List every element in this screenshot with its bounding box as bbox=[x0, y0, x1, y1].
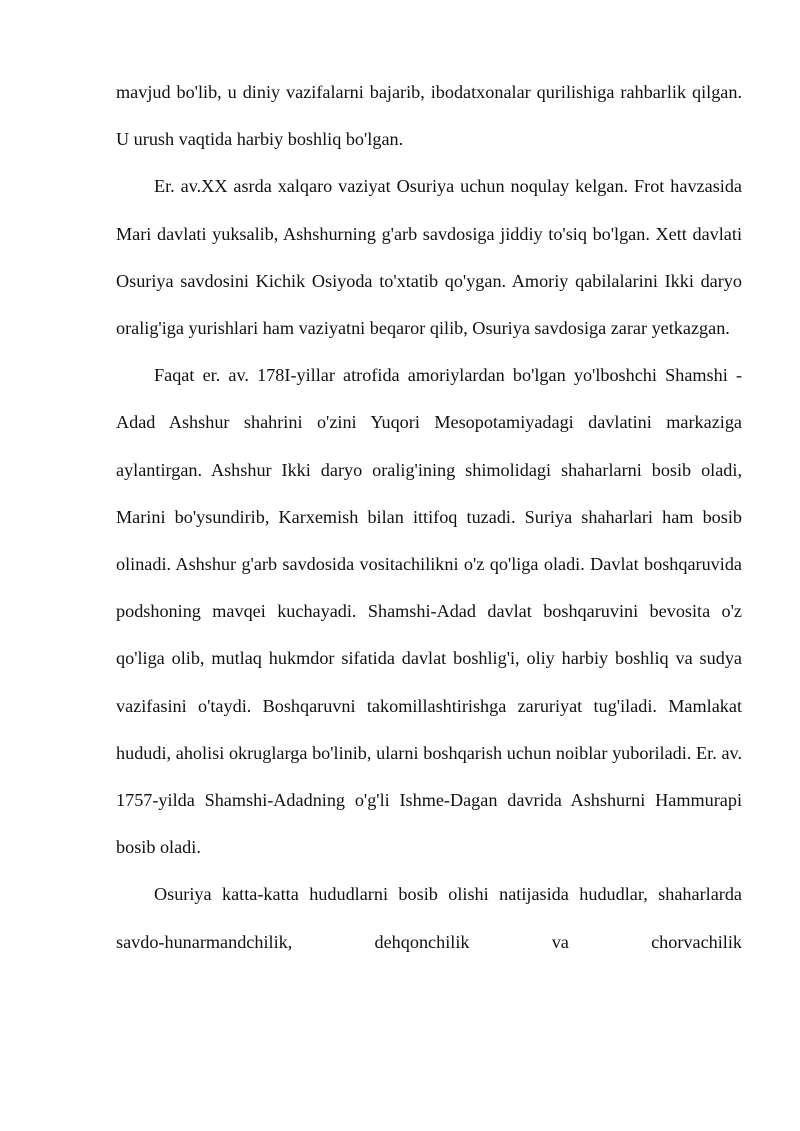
paragraph-1: mavjud bo'lib, u diniy vazifalarni bajarib, ibodatxonalar qurilishiga rahbarlik qilgan. U urush vaqtida harbiy boshliq bo'lgan. bbox=[116, 82, 742, 150]
paragraph-4: Osuriya katta-katta hududlarni bosib olishi natijasida hududlar, shaharlarda savdo-hunarmandchilik, dehqonchilik va chorvachilik bbox=[116, 884, 742, 952]
paragraph-2: Er. av.XX asrda xalqaro vaziyat Osuriya uchun noqulay kelgan. Frot havzasida Mari davlati yuksalib, Ashshurning g'arb savdosiga jiddiy to'siq bo'lgan. Xett davlati Osuriya savdosini Kichik Osiyoda to'xtatib qo'ygan. Amoriy qabilalarini Ikki daryo oralig'iga yurishlari ham vaziyatni beqaror qilib, Osuriya savdosiga zarar yetkazgan. bbox=[116, 176, 742, 339]
paragraph-3: Faqat er. av. 178I-yillar atrofida amoriylardan bo'lgan yo'lboshchi Shamshi -Adad Ashshur shahrini o'zini Yuqori Mesopotamiyadagi davlatini markaziga aylantirgan. Ashshur Ikki daryo oralig'ining shimolidagi shaharlarni bosib oladi, Marini bo'ysundirib, Karxemish bilan ittifoq tuzadi. Suriya shaharlari ham bosib olinadi. Ashshur g'arb savdosida vositachilikni o'z qo'liga oladi. Davlat boshqaruvida podshoning mavqei kuchayadi. Shamshi-Adad davlat boshqaruvini bevosita o'z qo'liga olib, mutlaq hukmdor sifatida davlat boshlig'i, oliy harbiy boshliq va sudya vazifasini o'taydi. Boshqaruvni takomillashtirishga zaruriyat tug'iladi. Mamlakat hududi, aholisi okruglarga bo'linib, ularni boshqarish uchun noiblar yuboriladi. Er. av. 1757-yilda Shamshi-Adadning o'g'li Ishme-Dagan davrida Ashshurni Hammurapi bosib oladi. bbox=[116, 365, 742, 858]
body-text bbox=[116, 69, 742, 966]
